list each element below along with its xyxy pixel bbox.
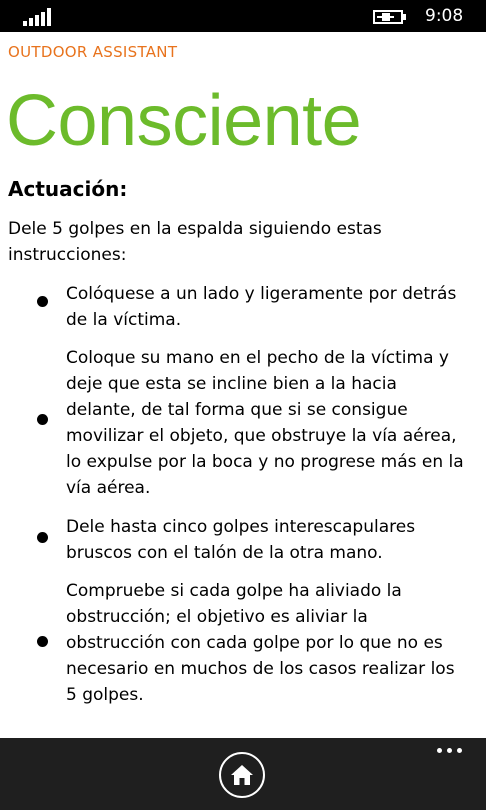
list-item: Dele hasta cinco golpes interescapulares bruscos con el talón de la otra mano.	[66, 517, 416, 563]
status-bar	[0, 0, 486, 32]
intro-text: Dele 5 golpes en la espalda siguiendo estas instrucciones:	[8, 219, 382, 265]
bullet-dot	[37, 296, 48, 307]
bullet-dot	[37, 636, 48, 647]
bullet-dot	[37, 532, 48, 543]
home-icon	[229, 763, 255, 787]
signal-strength-icon	[23, 6, 55, 26]
home-button[interactable]	[219, 752, 265, 798]
page-title: Consciente	[6, 81, 362, 161]
list-item: Colóquese a un lado y ligeramente por detrás de la víctima.	[66, 284, 457, 330]
section-heading: Actuación:	[8, 177, 128, 201]
battery-charging-icon	[373, 9, 407, 23]
list-item: Coloque su mano en el pecho de la víctima y deje que esta se incline bien a la hacia delante, de tal forma que si se consigue movilizar el objeto, que obstruye la vía aérea, lo expulse por la boca y no progrese más en la vía aérea.	[66, 348, 464, 498]
bullet-dot	[37, 414, 48, 425]
app-bar	[0, 738, 486, 810]
status-clock: 9:08	[425, 6, 464, 26]
more-options-icon[interactable]	[437, 748, 463, 754]
app-title: OUTDOOR ASSISTANT	[8, 43, 178, 61]
list-item: Compruebe si cada golpe ha aliviado la obstrucción; el objetivo es aliviar la obstrucción con cada golpe por lo que no es necesario en muchos de los casos realizar los 5 golpes.	[66, 581, 455, 705]
